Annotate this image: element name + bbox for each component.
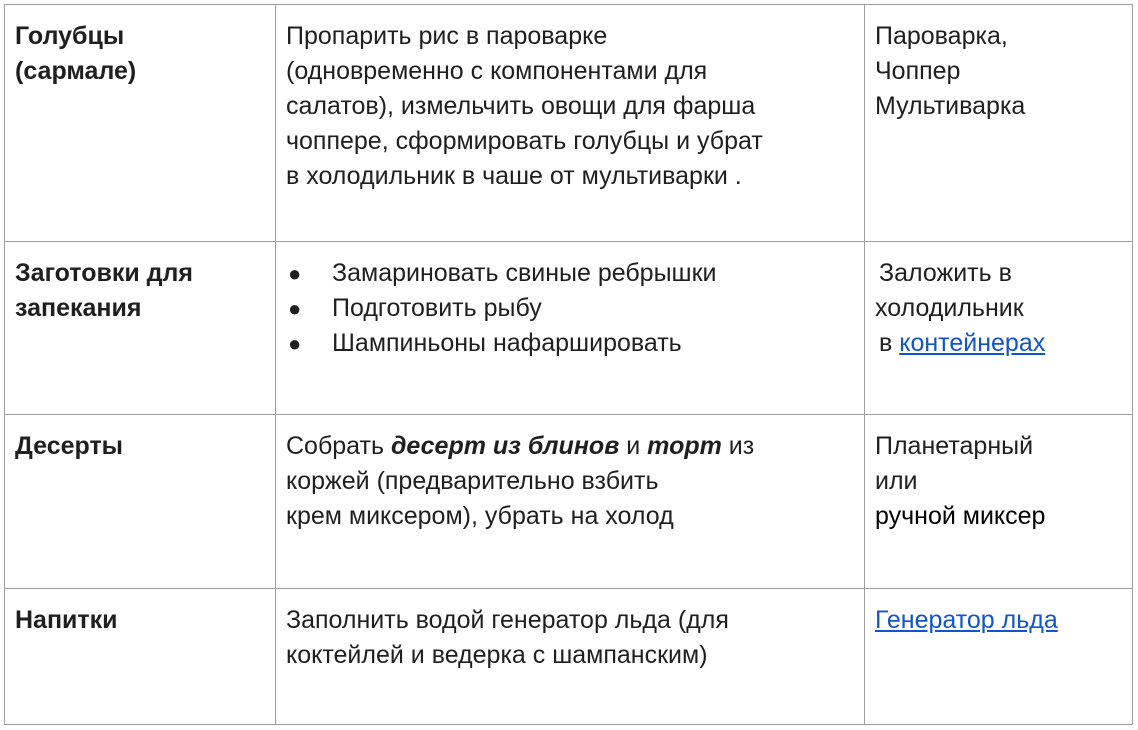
task-text: Заполнить водой генератор льда (для bbox=[286, 606, 729, 634]
bullet-dot-icon: ● bbox=[288, 331, 302, 356]
task-text: салатов), измельчить овощи для фарша bbox=[286, 92, 756, 120]
task-text: крем миксером), убрать на холод bbox=[286, 502, 674, 530]
task-text: чоппере, сформировать голубцы и убрат bbox=[286, 127, 763, 155]
list-item bbox=[286, 256, 854, 291]
table-row bbox=[5, 242, 1133, 415]
category-text: (сармале) bbox=[15, 57, 137, 85]
table-row bbox=[5, 589, 1133, 725]
equipment-cell bbox=[865, 242, 1133, 415]
task-text-part: и bbox=[619, 432, 648, 460]
category-text: Заготовки для bbox=[15, 259, 194, 287]
equipment-cell bbox=[865, 589, 1133, 725]
category-text: Напитки bbox=[15, 606, 118, 634]
category-cell bbox=[5, 415, 276, 589]
prep-table bbox=[4, 4, 1133, 725]
task-text bbox=[286, 429, 854, 464]
equipment-link-line bbox=[875, 326, 1122, 361]
task-text-part: из bbox=[721, 432, 755, 460]
task-cell bbox=[276, 5, 865, 242]
equipment-cell bbox=[865, 5, 1133, 242]
task-text: коктейлей и ведерка с шампанским) bbox=[286, 641, 708, 669]
list-item-text: Подготовить рыбу bbox=[332, 294, 542, 322]
equipment-cell bbox=[865, 415, 1133, 589]
task-cell bbox=[276, 415, 865, 589]
equipment-text: Пароварка, bbox=[875, 22, 1008, 50]
equipment-text: Мультиварка bbox=[875, 92, 1026, 120]
task-text: Пропарить рис в пароварке bbox=[286, 22, 608, 50]
category-text: Голубцы bbox=[15, 22, 125, 50]
task-text: (одновременно с компонентами для bbox=[286, 57, 708, 85]
task-text: коржей (предварительно взбить bbox=[286, 467, 659, 495]
task-cell bbox=[276, 242, 865, 415]
category-text: Десерты bbox=[15, 432, 124, 460]
category-text: запекания bbox=[15, 294, 142, 322]
containers-link[interactable]: контейнерах bbox=[899, 329, 1046, 357]
task-cell bbox=[276, 589, 865, 725]
list-item bbox=[286, 291, 854, 326]
equipment-text: Планетарный bbox=[875, 432, 1034, 460]
task-text-part: Собрать bbox=[286, 432, 391, 460]
list-item bbox=[286, 326, 854, 361]
bullet-dot-icon: ● bbox=[288, 261, 302, 286]
table-row bbox=[5, 5, 1133, 242]
category-cell bbox=[5, 589, 276, 725]
ice-maker-link[interactable]: Генератор льда bbox=[875, 606, 1058, 634]
equipment-text: Заложить в bbox=[879, 259, 1012, 287]
equipment-prefix: в bbox=[879, 329, 900, 357]
equipment-link-line bbox=[875, 603, 1122, 638]
task-text: в холодильник в чаше от мультиварки . bbox=[286, 162, 742, 190]
equipment-text: холодильник bbox=[875, 294, 1024, 322]
task-text-emphasis: торт bbox=[647, 432, 722, 460]
equipment-text: ручной миксер bbox=[875, 502, 1046, 530]
table-row bbox=[5, 415, 1133, 589]
list-item-text: Замариновать свиные ребрышки bbox=[332, 259, 717, 287]
bullet-list bbox=[286, 256, 854, 361]
bullet-dot-icon: ● bbox=[288, 296, 302, 321]
list-item-text: Шампиньоны нафаршировать bbox=[332, 329, 682, 357]
category-cell bbox=[5, 5, 276, 242]
equipment-text: или bbox=[875, 467, 918, 495]
task-text-emphasis: десерт из блинов bbox=[390, 432, 620, 460]
equipment-text: Чоппер bbox=[875, 57, 961, 85]
category-cell bbox=[5, 242, 276, 415]
